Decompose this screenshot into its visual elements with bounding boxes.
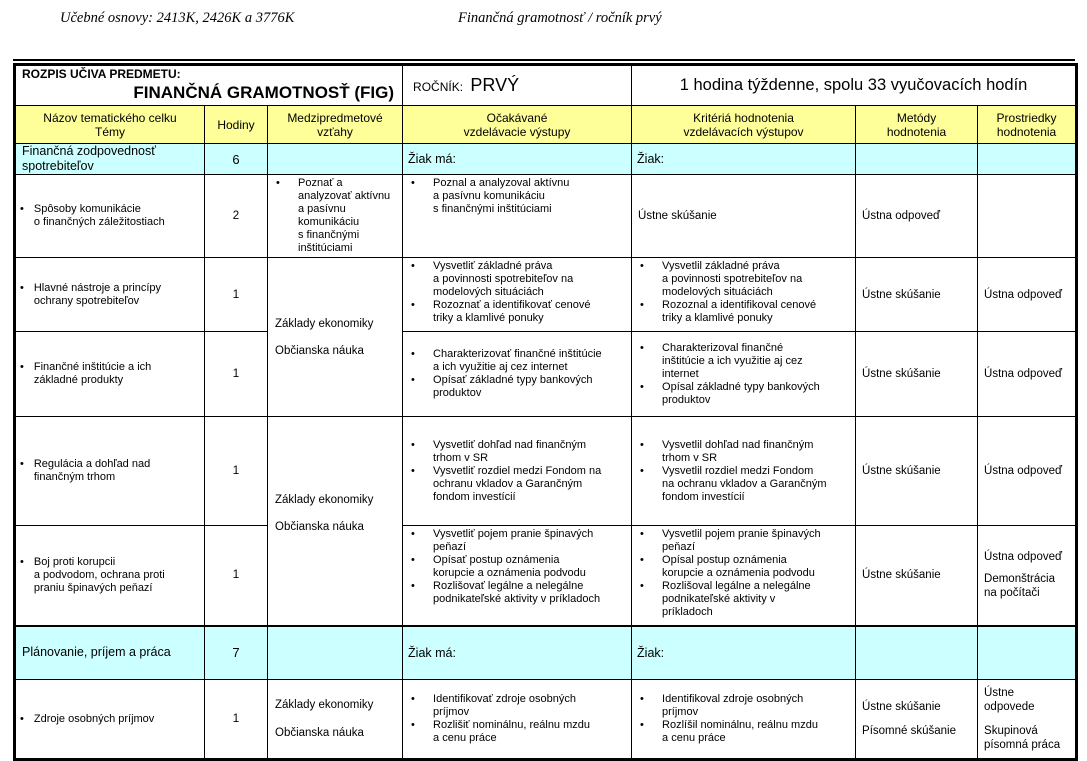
topic-hours: 1: [205, 258, 268, 332]
year-cell: [403, 65, 632, 106]
outcome-text: Opísal základné typy bankových produktov: [662, 380, 820, 406]
outcome-item: [407, 580, 628, 606]
theme-row-2: [15, 626, 1077, 680]
means-text: na počítači: [984, 587, 1040, 600]
bullet: •: [20, 281, 24, 294]
outcome-item: [636, 260, 852, 299]
relation-subject: Základy ekonomiky: [275, 494, 374, 506]
spacer: [984, 564, 1075, 572]
topic-row: [15, 526, 1077, 626]
outcome-list: [407, 177, 628, 216]
col-topic-name: Názov tematického celku Témy: [15, 106, 205, 144]
outcome-text: Rozlíšil nominálnu, reálnu mzdu a cenu práce: [662, 719, 818, 744]
assessment-method: Ústne skúšanie: [856, 258, 978, 332]
means-text: Demonštrácia: [984, 573, 1055, 586]
outcome-text: Vysvetlil pojem pranie špinavých peňazí: [662, 528, 821, 553]
topic-name: [15, 417, 205, 526]
topic-name: [15, 332, 205, 417]
topic-name: [15, 175, 205, 258]
topic-name-wrap: [20, 282, 200, 308]
outcome-text: Rozlišoval legálne a nelegálne podnikateľské aktivity v príkladoch: [662, 580, 811, 618]
expected-outcomes: [403, 417, 632, 526]
theme-row-1: [15, 144, 1077, 175]
outcome-text: Rozoznal a identifikoval cenové triky a klamlivé ponuky: [662, 299, 817, 324]
topic-name-text: Spôsoby komunikácie o finančných záležitostiach: [33, 203, 165, 228]
bullet: •: [411, 719, 415, 731]
bullet: •: [640, 464, 644, 477]
header-subject-year: Finančná gramotnosť / ročník prvý: [458, 10, 662, 26]
col-criteria: Kritériá hodnotenia vzdelávacích výstupov: [632, 106, 856, 144]
year-label: ROČNÍK:: [413, 80, 464, 94]
cross-subject-relations: [268, 258, 403, 417]
outcome-item: [636, 299, 852, 325]
topic-hours: 1: [205, 680, 268, 760]
outcome-text: Rozlišovať legálne a nelegálne podnikateľské aktivity v príkladoch: [433, 580, 601, 605]
assessment-means: [978, 526, 1077, 626]
outcome-text: Rozlišiť nominálnu, reálnu mzdu a cenu práce: [433, 719, 591, 744]
bullet: •: [20, 361, 24, 373]
expected-outcomes: [403, 680, 632, 760]
assessment-criteria: [403, 175, 632, 258]
assessment-criteria: [632, 258, 856, 332]
bullet: •: [640, 341, 644, 354]
outcome-text: Opísal postup oznámenia korupcie a oznámenia podvodu: [662, 554, 815, 579]
outcome-text: Rozoznať a identifikovať cenové triky a klamlivé ponuky: [433, 299, 591, 324]
outcome-item: [636, 693, 852, 719]
means-text: Ústna odpoveď: [984, 551, 1063, 564]
col-methods: Metódy hodnotenia: [856, 106, 978, 144]
bullet: •: [640, 260, 644, 272]
expected-outcomes: [403, 258, 632, 332]
bullet: •: [411, 438, 415, 451]
outcome-list: [636, 260, 852, 325]
spacer: [275, 507, 402, 520]
assessment-means: Ústne odpovede Skupinová písomná práca: [978, 680, 1077, 760]
topic-name-text: Boj proti korupcii a podvodom, ochrana proti praniu špinavých peňazí: [33, 555, 165, 594]
bullet: •: [640, 438, 644, 451]
assessment-method: Ústne skúšanie: [856, 332, 978, 417]
assessment-means: [978, 417, 1077, 526]
means-text: Ústna odpoveď: [984, 368, 1063, 380]
bullet: •: [20, 555, 24, 568]
outcome-item: [407, 374, 628, 400]
bullet: •: [640, 380, 644, 393]
outcome-list: [407, 439, 628, 504]
outcome-text: Charakterizovať finančné inštitúcie a ich využitie aj cez internet: [433, 348, 602, 373]
header-rule: [13, 59, 1075, 61]
outcome-text: Opísať základné typy bankových produktov: [433, 374, 593, 399]
outcome-item: [272, 177, 399, 255]
outcome-item: [407, 465, 628, 504]
assessment-methods: Ústne skúšanie Písomné skúšanie: [856, 680, 978, 760]
year-value: PRVÝ: [470, 75, 520, 95]
outcome-text: Identifikoval zdroje osobných príjmov: [662, 693, 804, 718]
topic-name-text: Zdroje osobných príjmov: [33, 712, 155, 725]
topic-hours: 1: [205, 526, 268, 626]
assessment-criteria: [632, 332, 856, 417]
assessment-criteria: [632, 526, 856, 626]
col-means: Prostriedky hodnotenia: [978, 106, 1077, 144]
bullet: •: [411, 177, 415, 189]
col-outcomes: Očakávané vzdelávacie výstupy: [403, 106, 632, 144]
outcome-text: Vysvetliť dohľad nad finančným trhom v SR: [433, 438, 587, 464]
bullet: •: [411, 299, 415, 311]
cross-subject-relations: [268, 417, 403, 626]
bullet: •: [411, 260, 415, 272]
outcome-list: [407, 348, 628, 400]
bullet: •: [411, 464, 415, 477]
bullet: •: [640, 719, 644, 731]
topic-hours: 2: [205, 175, 268, 258]
outcome-item: [636, 580, 852, 619]
outcome-text: Poznať a analyzovať aktívnu a pasívnu komunikáciu s finančnými inštitúciami: [298, 177, 391, 254]
means-text: Ústna odpoveď: [984, 465, 1063, 477]
title-label: ROZPIS UČIVA PREDMETU:: [22, 67, 181, 81]
theme-name: Finančná zodpovednosť spotrebiteľov: [15, 144, 205, 175]
outcome-list: [407, 260, 628, 325]
bullet: •: [640, 299, 644, 311]
outcome-text: Vysvetliť základné práva a povinnosti spotrebiteľov na modelových situáciách: [433, 260, 574, 298]
topic-row: [15, 258, 1077, 332]
assessment-criteria: [632, 417, 856, 526]
topic-name-text: Hlavné nástroje a princípy ochrany spotrebiteľov: [33, 281, 162, 307]
outcome-item: [407, 693, 628, 719]
topic-name-wrap: [20, 203, 200, 229]
assessment-criteria: [632, 680, 856, 760]
theme-methods-empty: [856, 626, 978, 680]
outcome-text: Charakterizoval finančné inštitúcie a ich využitie aj cez internet: [662, 341, 803, 380]
bullet: •: [411, 348, 415, 360]
outcome-item: [636, 342, 852, 381]
topic-name: [15, 258, 205, 332]
theme-name: Plánovanie, príjem a práca: [15, 626, 205, 680]
column-header-row: [15, 106, 1077, 144]
bullet: •: [640, 554, 644, 566]
topic-name-wrap: [20, 458, 200, 484]
topic-row: [15, 175, 1077, 258]
assessment-means: [856, 175, 978, 258]
outcome-text: Poznal a analyzoval aktívnu a pasívnu komunikáciu s finančnými inštitúciami: [433, 177, 570, 215]
bullet: •: [411, 528, 415, 540]
outcome-text: Vysvetlil dohľad nad finančným trhom v SR: [662, 438, 814, 464]
bullet: •: [640, 693, 644, 705]
assessment-method: Ústne skúšanie: [632, 175, 856, 258]
theme-outcomes-intro: Žiak má:: [403, 626, 632, 680]
subject-name: FINANČNÁ GRAMOTNOSŤ (FIG): [133, 83, 395, 102]
topic-name-text: Regulácia a dohľad nad finančným trhom: [33, 458, 151, 483]
bullet: •: [411, 693, 415, 705]
outcome-item: [407, 177, 628, 216]
bullet: •: [411, 580, 415, 592]
theme-outcomes-intro: Žiak má:: [403, 144, 632, 175]
bullet: •: [411, 554, 415, 566]
bullet: •: [20, 203, 24, 215]
outcome-item: [636, 381, 852, 407]
bullet: •: [20, 458, 24, 470]
outcome-item: [407, 528, 628, 554]
theme-means-empty: [978, 144, 1077, 175]
hours-summary: 1 hodina týždenne, spolu 33 vyučovacích hodín: [632, 65, 1077, 106]
outcome-item: [636, 528, 852, 554]
bullet: •: [276, 177, 280, 189]
theme-methods-empty: [856, 144, 978, 175]
outcome-list: [636, 342, 852, 407]
assessment-method: Ústne skúšanie: [856, 417, 978, 526]
outcome-list: [636, 439, 852, 504]
outcome-list: [407, 528, 628, 606]
relation-subject: Občianska náuka: [275, 521, 364, 533]
curriculum-table: [13, 63, 1078, 761]
outcome-item: [636, 719, 852, 745]
assessment-means: [978, 332, 1077, 417]
means-text: Ústna odpoveď: [984, 288, 1063, 301]
outcome-list: [636, 693, 852, 745]
theme-hours: 7: [205, 626, 268, 680]
theme-relations-empty: [268, 144, 403, 175]
outcome-item: [407, 260, 628, 299]
assessment-method: Ústne skúšanie: [856, 526, 978, 626]
title-cell: [15, 65, 403, 106]
outcome-list: [272, 177, 399, 255]
outcome-text: Vysvetliť rozdiel medzi Fondom na ochranu vkladov a Garančným fondom investícií: [433, 464, 602, 503]
outcome-item: [407, 299, 628, 325]
outcome-text: Opísať postup oznámenia korupcie a oznámenia podvodu: [433, 554, 586, 579]
cross-subject-relations: Základy ekonomiky Občianska náuka: [268, 680, 403, 760]
col-relations: Medzipredmetové vzťahy: [268, 106, 403, 144]
means-text: Ústna odpoveď: [862, 210, 941, 222]
outcome-item: [636, 439, 852, 465]
spacer: [275, 331, 402, 344]
theme-criteria-intro: Žiak:: [632, 626, 856, 680]
outcome-item: [636, 554, 852, 580]
theme-means-empty: [978, 626, 1077, 680]
outcome-text: Vysvetliť pojem pranie špinavých peňazí: [433, 528, 594, 553]
title-row: [15, 65, 1077, 106]
theme-criteria-intro: Žiak:: [632, 144, 856, 175]
header-curriculum-codes: Učebné osnovy: 2413K, 2426K a 3776K: [60, 10, 295, 26]
assessment-means: [978, 258, 1077, 332]
topic-name-text: Finančné inštitúcie a ich základné produkty: [33, 361, 152, 386]
bullet: •: [640, 528, 644, 540]
outcome-text: Identifikovať zdroje osobných príjmov: [433, 693, 576, 718]
outcome-item: [636, 465, 852, 504]
outcome-item: [407, 719, 628, 745]
topic-name: [15, 526, 205, 626]
bullet: •: [411, 374, 415, 386]
bullet: •: [20, 712, 24, 725]
outcome-list: [636, 528, 852, 619]
expected-outcomes: [403, 526, 632, 626]
topic-name: [15, 680, 205, 760]
theme-hours: 6: [205, 144, 268, 175]
expected-outcomes: [268, 175, 403, 258]
bullet: •: [640, 580, 644, 592]
topic-name-wrap: [20, 361, 200, 387]
col-hours: Hodiny: [205, 106, 268, 144]
outcome-item: [407, 439, 628, 465]
topic-name-wrap: [20, 556, 200, 595]
topic-hours: 1: [205, 332, 268, 417]
outcome-item: [407, 554, 628, 580]
outcome-text: Vysvetlil základné práva a povinnosti spotrebiteľov na modelových situáciách: [662, 260, 803, 298]
outcome-text: Vysvetlil rozdiel medzi Fondom na ochranu vkladov a Garančným fondom investícií: [662, 464, 827, 503]
expected-outcomes: [403, 332, 632, 417]
topic-row-income: [15, 680, 1077, 760]
topic-row: [15, 417, 1077, 526]
theme-relations-empty: [268, 626, 403, 680]
outcome-list: [407, 693, 628, 745]
outcome-item: [407, 348, 628, 374]
relation-subject: Občianska náuka: [275, 344, 364, 357]
relation-subject: Základy ekonomiky: [275, 317, 374, 330]
topic-hours: 1: [205, 417, 268, 526]
topic-row: [15, 332, 1077, 417]
